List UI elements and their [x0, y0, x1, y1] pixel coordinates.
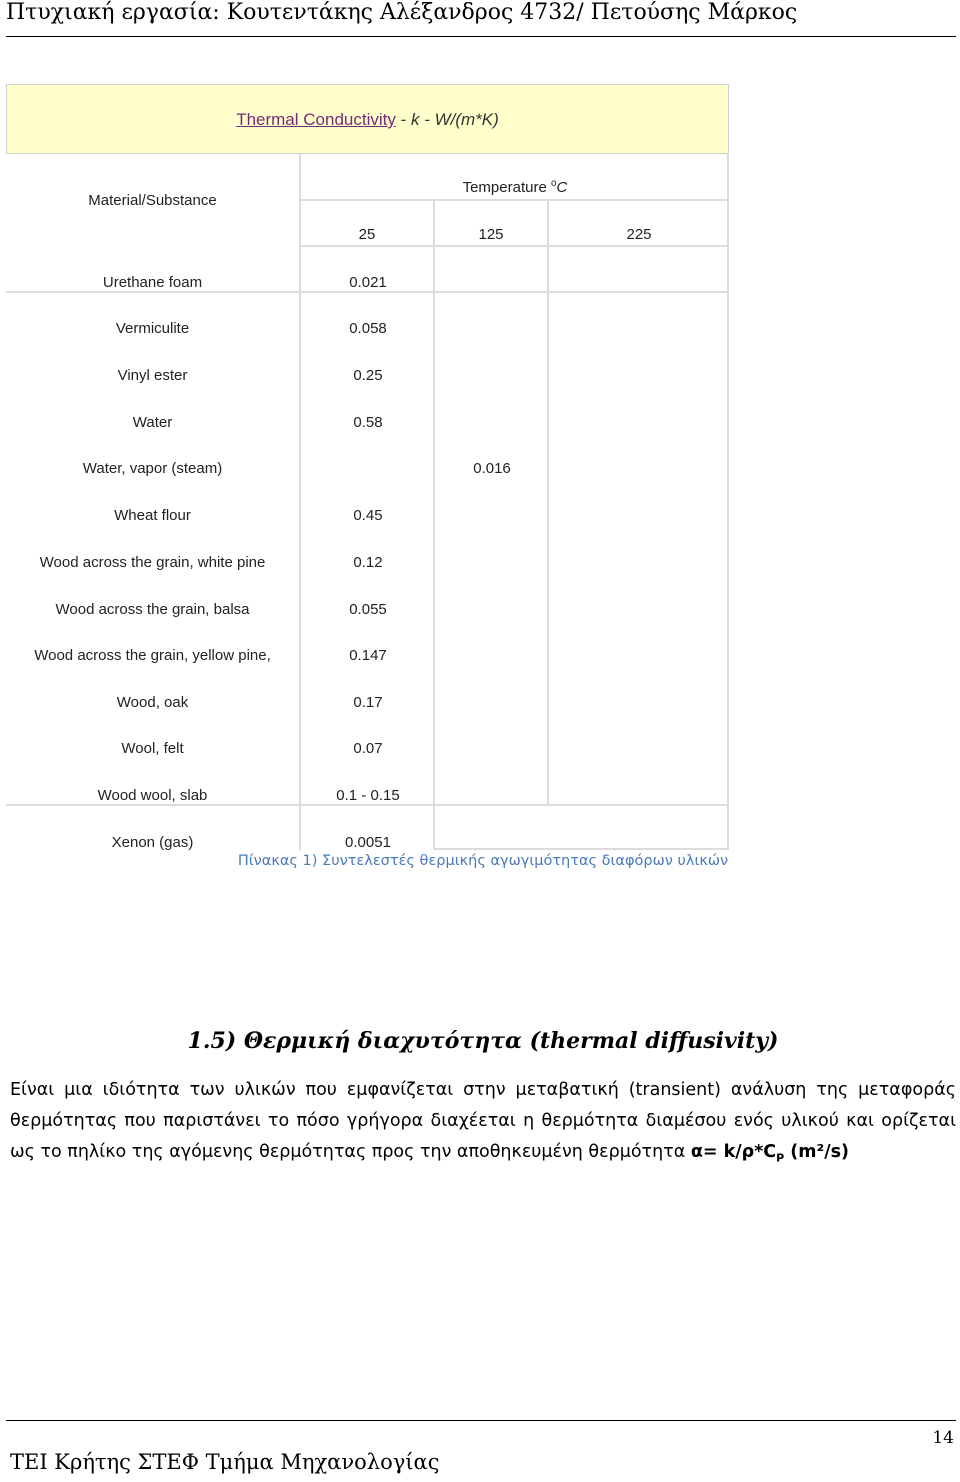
- header-material: Material/Substance: [88, 192, 217, 209]
- diffusivity-formula: [690, 1142, 850, 1165]
- material-cell: Urethane foam: [102, 274, 203, 291]
- footer-rule: [6, 1420, 956, 1421]
- value-25: 0.1 - 0.15: [336, 787, 400, 804]
- table-row: [6, 601, 729, 621]
- table-row: [6, 460, 729, 480]
- body-paragraph: Είναι μια ιδιότητα των υλικών που εμφανίζεται στην μεταβατική (transient) ανάλυση της μεταφοράς θερμότητας που παριστάνει το πόσο γρήγορα διαχέεται η θερμότητα διαμέσου ενός υλικού και ορίζεται ως το πηλίκο της αγόμενης θερμότητας προς την αποθηκευμένη θερμότητα: [10, 1080, 956, 1162]
- table-caption: Πίνακας 1) Συντελεστές θερμικής αγωγιμότητας διαφόρων υλικών: [237, 853, 729, 869]
- value-25: 0.147: [349, 647, 387, 664]
- running-footer: ΤΕΙ Κρήτης ΣΤΕΦ Τμήμα Μηχανολογίας: [10, 1450, 440, 1474]
- temp-unit: C: [556, 179, 568, 196]
- material-cell: Xenon (gas): [111, 834, 194, 851]
- material-cell: Water: [132, 414, 173, 431]
- value-25: 0.07: [353, 740, 383, 757]
- material-cell: Wool, felt: [121, 740, 184, 757]
- value-25: 0.58: [353, 414, 383, 431]
- value-25: 0.25: [353, 367, 383, 384]
- material-cell: Wheat flour: [114, 507, 191, 524]
- table-row: [6, 414, 729, 434]
- table-row: [6, 507, 729, 527]
- value-25: 0.12: [353, 554, 383, 571]
- material-cell: Wood across the grain, balsa: [55, 601, 250, 618]
- material-cell: Wood across the grain, yellow pine,: [34, 647, 271, 664]
- table-row: [6, 740, 729, 760]
- grid-line: [301, 245, 729, 247]
- value-125: 0.016: [473, 460, 511, 477]
- page-number: 14: [932, 1428, 954, 1448]
- material-cell: Vermiculite: [115, 320, 190, 337]
- value-25: 0.055: [349, 601, 387, 618]
- table-row: [6, 787, 729, 807]
- value-25: 0.058: [349, 320, 387, 337]
- header-temperature: [301, 178, 729, 196]
- table-row: [6, 647, 729, 667]
- formula-subscript: P: [776, 1151, 785, 1165]
- header-temperature-label: Temperature: [462, 179, 547, 196]
- grid-line: [301, 199, 729, 201]
- material-cell: Wood wool, slab: [97, 787, 208, 804]
- material-cell: Water, vapor (steam): [82, 460, 223, 477]
- value-25: 0.021: [349, 274, 387, 291]
- temp-225: 225: [626, 226, 652, 243]
- formula-unit: (m²/s): [784, 1142, 850, 1162]
- material-cell: Vinyl ester: [117, 367, 188, 384]
- material-cell: Wood across the grain, white pine: [39, 554, 266, 571]
- section-heading: 1.5) Θερμική διαχυτότητα (thermal diffusivity): [187, 1028, 779, 1054]
- temp-125: 125: [478, 226, 504, 243]
- value-25: 0.17: [353, 694, 383, 711]
- table-row: [6, 834, 729, 854]
- value-25: 0.45: [353, 507, 383, 524]
- formula-main: α= k/ρ*C: [690, 1142, 777, 1162]
- header-rule: [6, 36, 956, 37]
- temp-25: 25: [358, 226, 376, 243]
- section-body: [10, 1075, 956, 1174]
- table-row: [6, 367, 729, 387]
- table-row: [6, 694, 729, 714]
- title-units: k - W/(m*K): [410, 110, 499, 129]
- table-row: [6, 320, 729, 340]
- thermal-conductivity-link[interactable]: Thermal Conductivity: [236, 110, 396, 129]
- title-separator: -: [395, 110, 411, 129]
- running-header: Πτυχιακή εργασία: Κουτεντάκης Αλέξανδρος 4732/ Πετούσης Μάρκος: [6, 0, 798, 25]
- table-title: [6, 84, 729, 154]
- table-row: [6, 554, 729, 574]
- table-row: [6, 274, 729, 294]
- material-cell: Wood, oak: [116, 694, 189, 711]
- value-25: 0.0051: [345, 834, 391, 851]
- degree-sup: o: [550, 178, 557, 189]
